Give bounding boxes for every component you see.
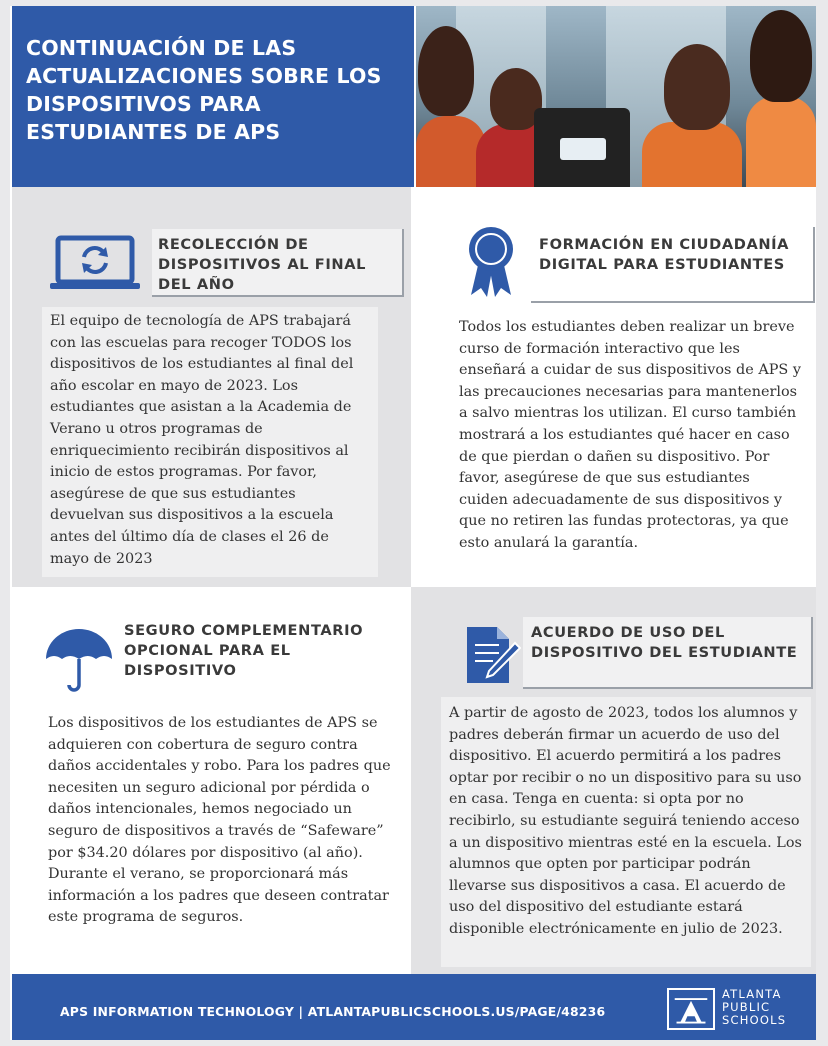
award-ribbon-icon — [465, 225, 517, 297]
document-pen-icon — [463, 623, 521, 687]
aps-logo-icon — [667, 988, 715, 1030]
collection-body: El equipo de tecnología de APS trabajará con las escuelas para recoger TODOS los dispositivos de los estudiantes al final del año escolar en mayo de 2023. Los estudiantes que asistan a la Academia de Verano u otros programas de enriquecimiento recibirán dispositivos al inicio de estos programas. Por favor, asegúrese de que sus estudiantes devuelvan sus dispositivos a la escuela antes del último día de clases el 26 de mayo de 2023 — [50, 313, 354, 567]
header — [10, 6, 816, 187]
logo-line-2: PUBLIC — [722, 1000, 771, 1014]
logo-line-3: SCHOOLS — [722, 1013, 787, 1027]
logo-line-1: ATLANTA — [722, 987, 782, 1001]
umbrella-icon — [44, 629, 114, 693]
citizenship-heading: FORMACIÓN EN CIUDADANÍA DIGITAL PARA ESTUDIANTES — [539, 236, 790, 273]
footer-text: APS INFORMATION TECHNOLOGY | ATLANTAPUBLICSCHOOLS.US/PAGE/48236 — [60, 1004, 606, 1019]
digital-bridge-sticker — [560, 138, 606, 160]
agreement-heading-box — [523, 617, 813, 689]
insurance-heading-box — [120, 617, 402, 687]
collection-heading-box — [152, 229, 404, 297]
agreement-body-box — [441, 697, 811, 967]
page-title: CONTINUACIÓN DE LAS ACTUALIZACIONES SOBRE LOS DISPOSITIVOS PARA ESTUDIANTES DE APS — [26, 36, 382, 144]
section-device-insurance — [12, 587, 411, 974]
section-usage-agreement — [411, 587, 816, 974]
agreement-body: A partir de agosto de 2023, todos los alumnos y padres deberán firmar un acuerdo de uso del dispositivo. El acuerdo permitirá a los padres optar por recibir o no un dispositivo para su uso en casa. Tenga en cuenta: si opta por no recibirlo, su estudiante seguirá teniendo acceso a un dispositivo mientras esté en la escuela. Los alumnos que opten por participar podrán llevarse sus dispositivos a casa. El acuerdo de uso del dispositivo del estudiante estará disponible electrónicamente en julio de 2023. — [449, 705, 802, 937]
section-digital-citizenship — [411, 187, 816, 587]
laptop-sync-icon — [50, 235, 140, 291]
title-banner — [12, 6, 414, 187]
aps-logo-wordmark — [722, 988, 786, 1027]
flyer-page — [10, 6, 816, 1040]
citizenship-body: Todos los estudiantes deben realizar un breve curso de formación interactivo que les enseñará a cuidar de sus dispositivos de APS y las precauciones necesarias para mantenerlos a salvo mientras los utilizan. El curso también mostrará a los estudiantes qué hacer en caso de que pierdan o dañen su dispositivo. Por favor, asegúrese de que sus estudiantes cuiden adecuadamente de sus dispositivos y que no retiren las fundas protectoras, ya que esto anulará la garantía. — [459, 319, 801, 551]
citizenship-heading-box — [531, 227, 815, 303]
agreement-heading: ACUERDO DE USO DEL DISPOSITIVO DEL ESTUDIANTE — [531, 624, 798, 661]
insurance-body: Los dispositivos de los estudiantes de APS se adquieren con cobertura de seguro contra daños accidentales y robo. Para los padres que necesiten un seguro adicional por pérdida o daños intencionales, hemos negociado un seguro de dispositivos a través de “Safeware” por $34.20 dólares por dispositivo (al año). Durante el verano, se proporcionará más información a los padres que deseen contratar este programa de seguros. — [48, 715, 391, 926]
collection-body-box — [42, 307, 378, 577]
students-photo — [416, 6, 816, 187]
footer — [12, 974, 816, 1040]
section-device-collection — [12, 187, 411, 587]
insurance-heading: SEGURO COMPLEMENTARIO OPCIONAL PARA EL DISPOSITIVO — [124, 622, 364, 679]
laptop-in-photo — [534, 108, 630, 187]
collection-heading: RECOLECCIÓN DE DISPOSITIVOS AL FINAL DEL AÑO — [158, 236, 366, 293]
